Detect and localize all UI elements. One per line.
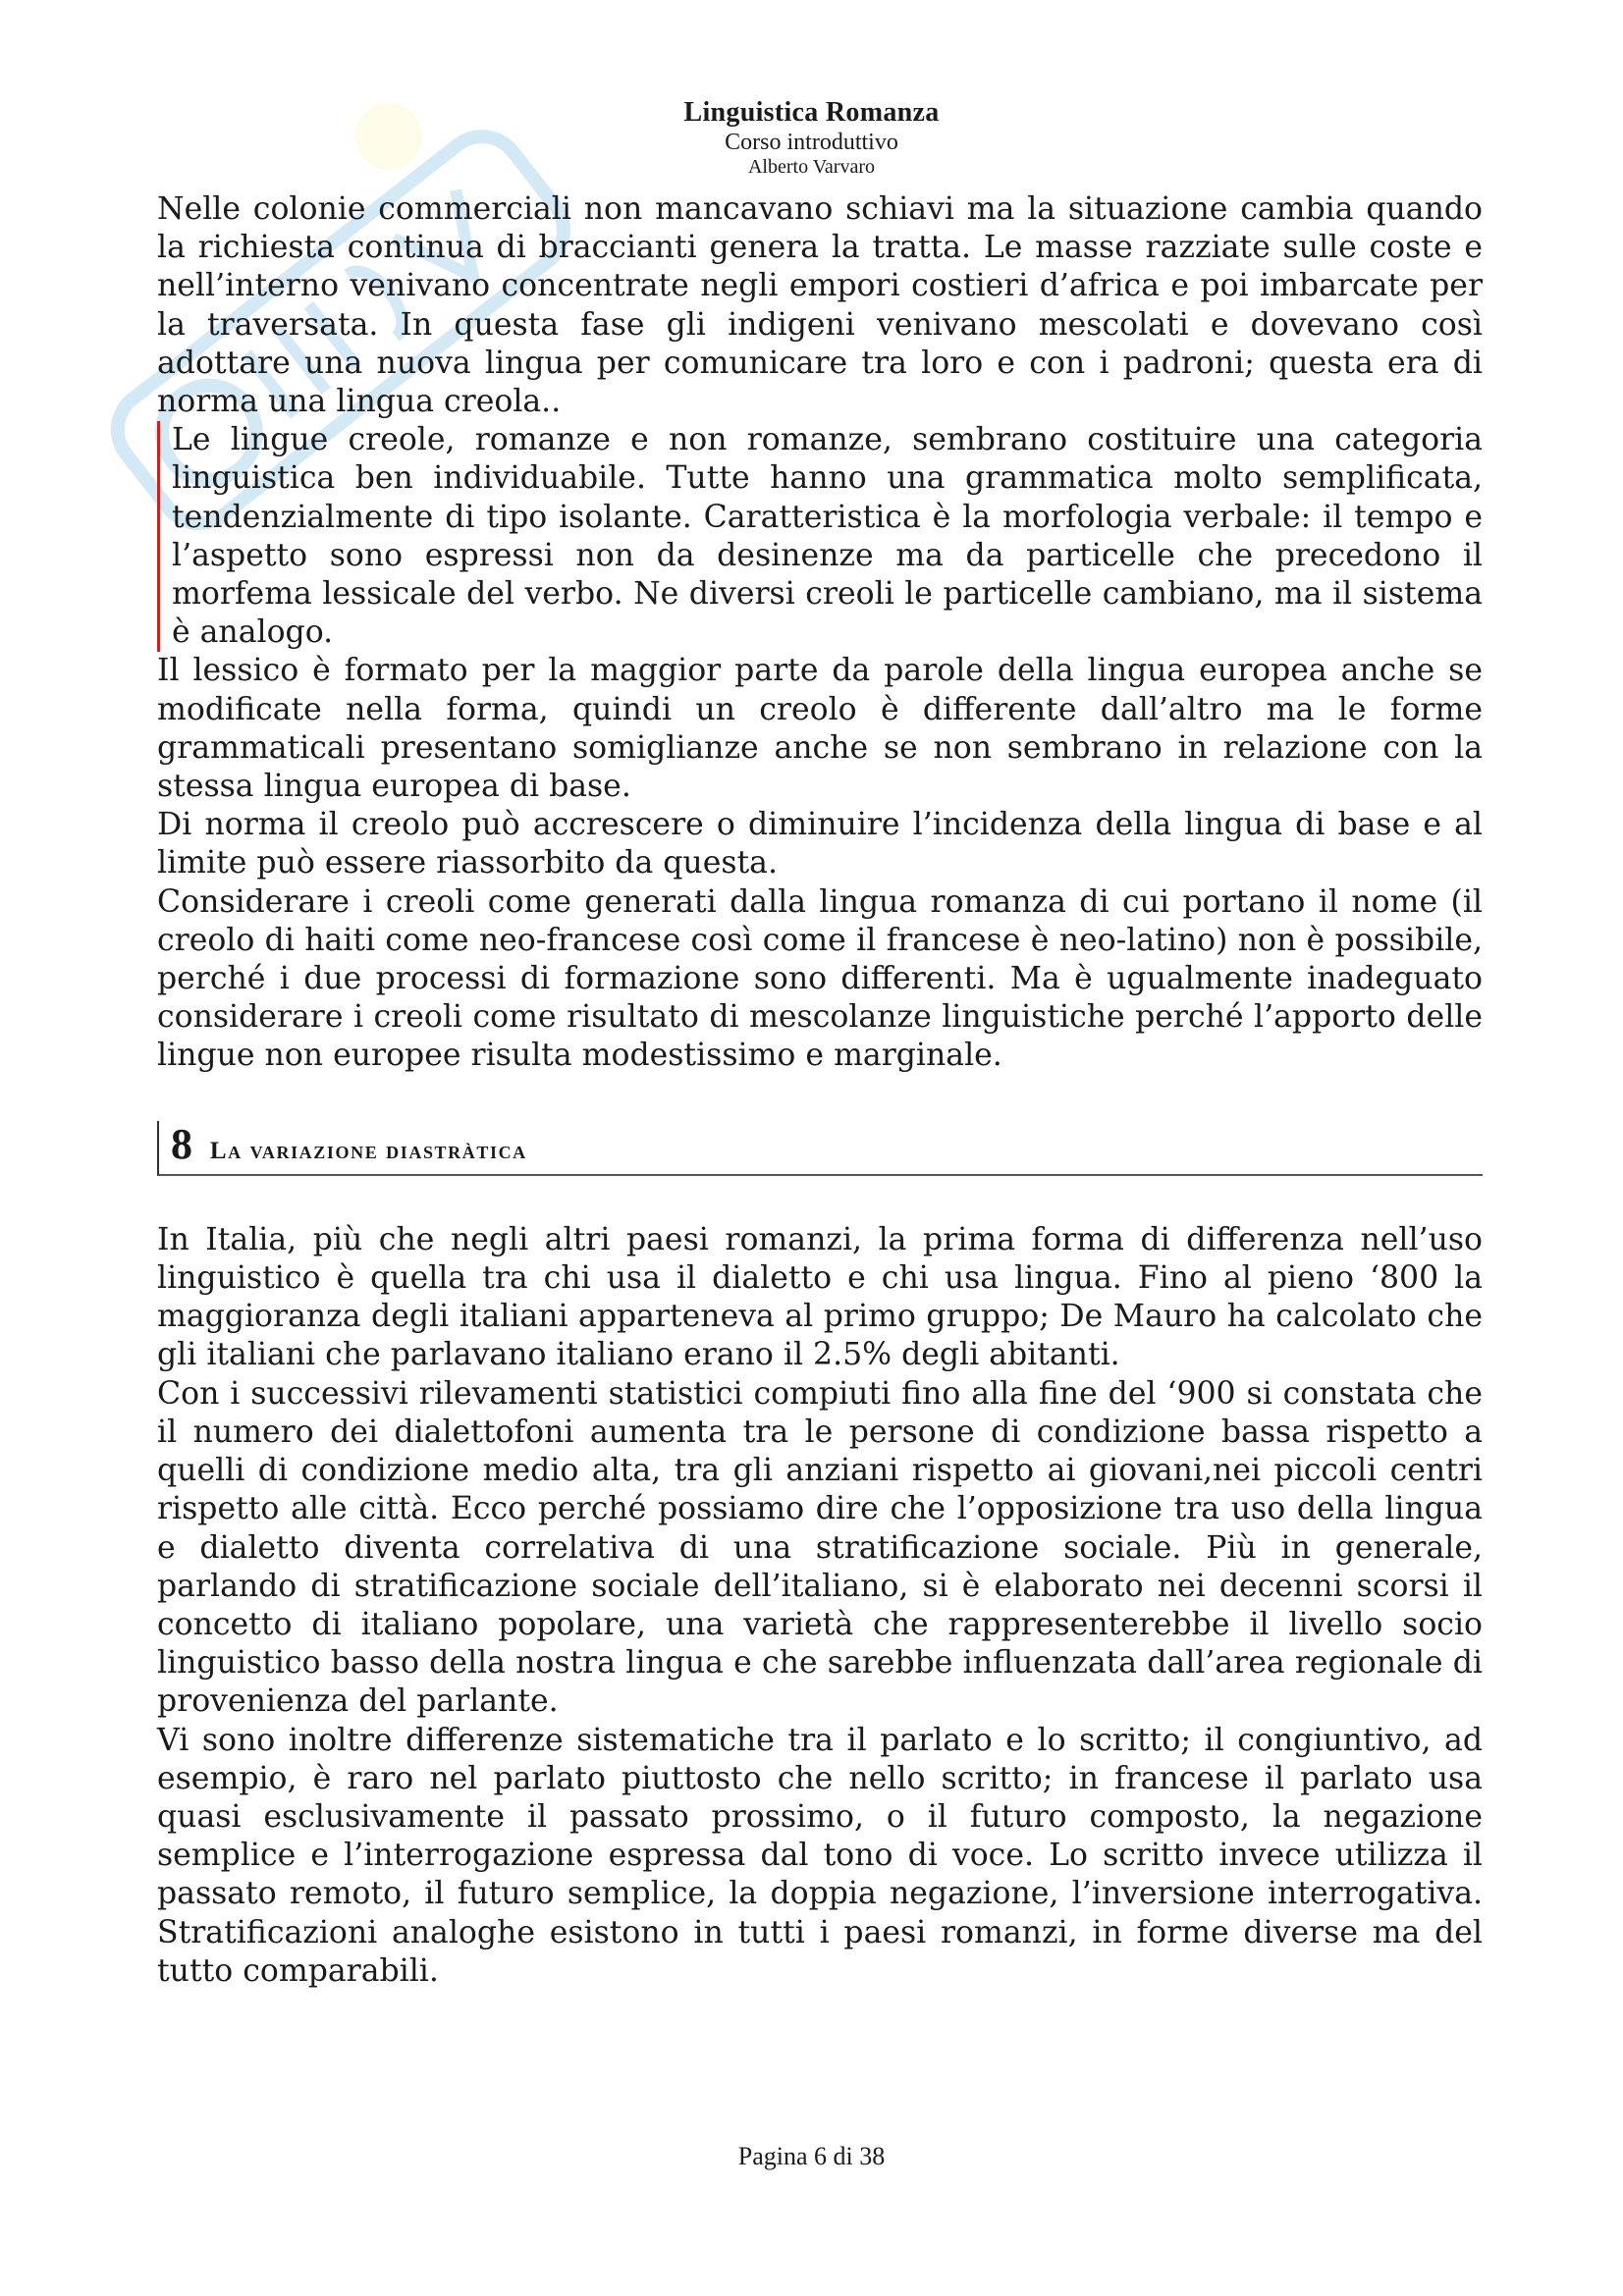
paragraph: Vi sono inoltre differenze sistematiche tra il parlato e lo scritto; il congiuntivo, ad esempio, è raro nel parlato piuttosto che nello scritto; in francese il parlato usa quasi esclusivamente il passato prossimo, o il futuro composto, la negazione semplice e l’interrogazione espressa dal tono di voce. Lo scritto invece utilizza il passato remoto, il futuro semplice, la doppia negazione, l’inversione interrogativa. Stratificazioni analoghe esistono in tutti i paesi romanzi, in forme diverse ma del tutto comparabili. (157, 1722, 1483, 1989)
page-content (157, 190, 1483, 1991)
document-subtitle: Corso introduttivo (725, 130, 898, 156)
page-footer: Pagina 6 di 38 (737, 2142, 886, 2170)
section-heading (157, 1121, 1483, 1176)
paragraph: Di norma il creolo può accrescere o diminuire l’incidenza della lingua di base e al limite può essere riassorbito da questa. (157, 807, 1483, 881)
document-author: Alberto Varvaro (747, 156, 876, 179)
section-number: 8 (171, 1119, 192, 1168)
paragraph: Nelle colonie commerciali non mancavano schiavi ma la situazione cambia quando la richiesta continua di braccianti genera la tratta. Le masse razziate sulle coste e nell’interno venivano concentrate negli empori costieri d’africa e poi imbarcate per la traversata. In questa fase gli indigeni venivano mescolati e dovevano così adottare una nuova lingua per comunicare tra loro e con i padroni; questa era di norma una lingua creola.. (157, 191, 1483, 420)
paragraph: Considerare i creoli come generati dalla lingua romanza di cui portano il nome (il creolo di haiti come neo-francese così come il francese è neo-latino) non è possibile, perché i due processi di formazione sono differenti. Ma è ugualmente inadeguato considerare i creoli come risultato di mescolanze linguistiche perché l’apporto delle lingue non europee risulta modestissimo e marginale. (157, 883, 1483, 1074)
paragraph: Il lessico è formato per la maggior parte da parole della lingua europea anche se modificate nella forma, quindi un creolo è differente dall’altro ma le forme grammaticali presentano somiglianze anche se non sembrano in relazione con la stessa lingua europea di base. (157, 653, 1483, 805)
paragraph: Con i successivi rilevamenti statistici compiuti fino alla fine del ‘900 si constata che il numero dei dialettofoni aumenta tra le persone di condizione bassa rispetto a quelli di condizione medio alta, tra gli anziani rispetto ai giovani,nei piccoli centri rispetto alle città. Ecco perché possiamo dire che l’opposizione tra uso della lingua e dialetto diventa correlativa di una stratificazione sociale. Più in generale, parlando di stratificazione sociale dell’italiano, si è elaborato nei decenni scorsi il concetto di italiano popolare, una varietà che rappresenterebbe il livello socio linguistico basso della nostra lingua e che sarebbe influenzata dall’area regionale di provenienza del parlante. (157, 1375, 1483, 1720)
document-title: Linguistica Romanza (683, 97, 940, 128)
quote-block: Le lingue creole, romanze e non romanze, sembrano costituire una categoria linguistica ben individuabile. Tutte hanno una grammatica molto semplificata, tendenzialmente di tipo isolante. Caratteristica è la morfologia verbale: il tempo e l’aspetto sono espressi non da desinenze ma da particelle che precedono il morfema lessicale del verbo. Ne diversi creoli le particelle cambiano, ma il sistema è analogo. (157, 421, 1483, 652)
section-title: La variazione diastràtica (209, 1137, 527, 1164)
document-header (0, 96, 1623, 180)
paragraph: In Italia, più che negli altri paesi romanzi, la prima forma di differenza nell’uso linguistico è quella tra chi usa il dialetto e chi usa lingua. Fino al pieno ‘800 la maggioranza degli italiani apparteneva al primo gruppo; De Mauro ha calcolato che gli italiani che parlavano italiano erano il 2.5% degli abitanti. (157, 1221, 1483, 1373)
